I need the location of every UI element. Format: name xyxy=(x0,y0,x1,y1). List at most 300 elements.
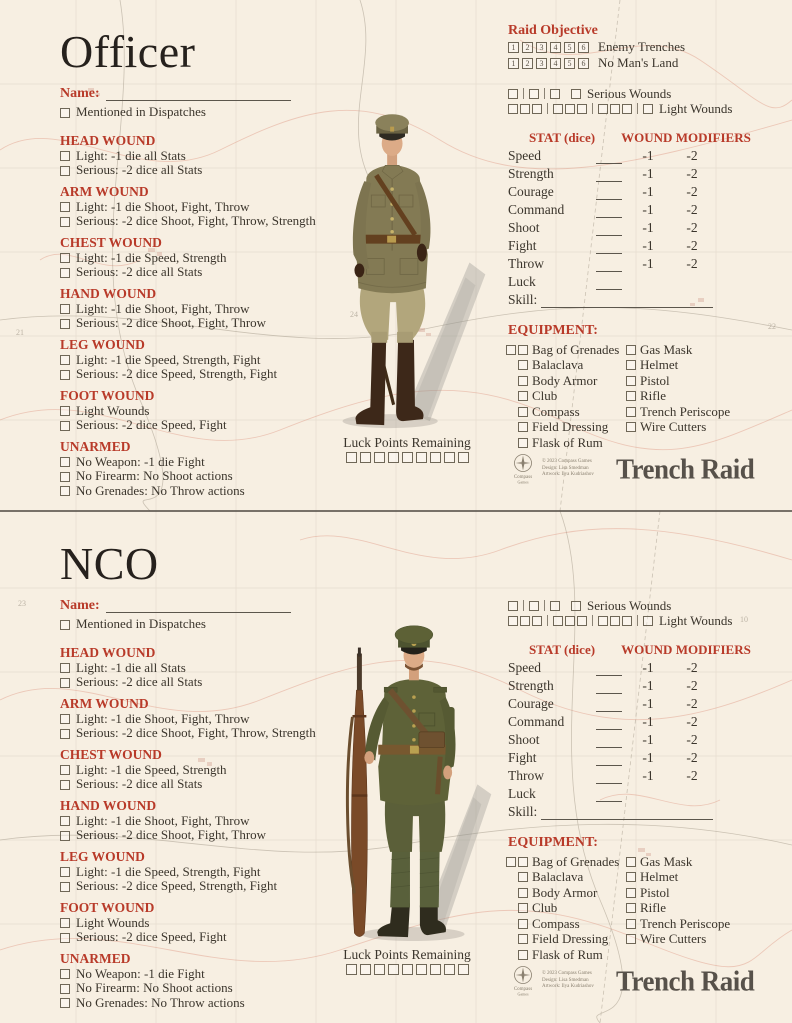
wound-option-checkbox[interactable] xyxy=(60,933,70,943)
wound-option-checkbox[interactable] xyxy=(60,406,70,416)
publisher-name-line2: Games xyxy=(517,479,529,485)
stat-header-label: STAT (dice) xyxy=(528,130,596,145)
equipment-columns xyxy=(508,342,764,451)
objective-die-box[interactable]: 5 xyxy=(564,58,575,69)
raid-objective-title: Raid Objective xyxy=(508,23,598,38)
credit-line: © 2023 Compass Games xyxy=(542,459,592,465)
luck-point-checkbox[interactable] xyxy=(374,964,385,975)
light-wounds-checkbox[interactable] xyxy=(565,104,575,114)
officer-card xyxy=(0,0,792,511)
light-wounds-checkbox[interactable] xyxy=(577,104,587,114)
wound-section xyxy=(60,900,332,945)
wound-modifier-value: -2 xyxy=(686,714,698,729)
objective-die-box[interactable]: 3 xyxy=(536,58,547,69)
name-row xyxy=(60,597,332,613)
luck-point-checkbox[interactable] xyxy=(402,452,413,463)
wound-option xyxy=(60,484,332,499)
track-group xyxy=(508,601,518,611)
wound-option-checkbox[interactable] xyxy=(60,816,70,826)
wound-option-checkbox[interactable] xyxy=(60,202,70,212)
skill-field[interactable] xyxy=(541,806,713,820)
wound-section-title: UNARMED xyxy=(60,950,131,966)
stat-row-command xyxy=(508,200,764,218)
stat-label: Courage xyxy=(508,184,554,199)
wound-option-checkbox[interactable] xyxy=(60,663,70,673)
track-group xyxy=(508,616,542,626)
stat-dice-field[interactable] xyxy=(596,662,622,676)
stat-row-courage xyxy=(508,694,764,712)
equipment-checkboxes xyxy=(502,872,528,882)
equipment-checkbox[interactable] xyxy=(518,872,528,882)
equipment-item xyxy=(616,932,764,948)
compass-games-logo xyxy=(508,964,538,998)
equipment-checkbox[interactable] xyxy=(626,857,636,867)
light-wounds-checkbox[interactable] xyxy=(553,616,563,626)
equipment-label: Compass xyxy=(532,403,580,419)
light-wounds-checkbox[interactable] xyxy=(622,616,632,626)
stat-dice-field[interactable] xyxy=(596,204,622,218)
wound-modifier-value: -1 xyxy=(642,714,654,729)
wound-option xyxy=(60,828,332,843)
stat-label: Command xyxy=(508,202,565,217)
wound-option-checkbox[interactable] xyxy=(60,729,70,739)
wound-option xyxy=(60,302,332,317)
equipment-checkbox[interactable] xyxy=(626,903,636,913)
wound-option-checkbox[interactable] xyxy=(60,319,70,329)
equipment-label: Compass xyxy=(532,915,580,931)
wound-option-checkbox[interactable] xyxy=(60,867,70,877)
luck-point-checkbox[interactable] xyxy=(402,964,413,975)
luck-point-checkbox[interactable] xyxy=(458,452,469,463)
objective-dice-boxes xyxy=(508,58,589,69)
wound-option-checkbox[interactable] xyxy=(60,998,70,1008)
equipment-label: Field Dressing xyxy=(532,931,609,947)
wound-option-label: Serious: -2 dice Speed, Fight xyxy=(76,417,227,433)
wound-modifier-value: -1 xyxy=(642,220,654,235)
map-grid-number: 21 xyxy=(16,328,24,337)
wound-option-checkbox[interactable] xyxy=(60,151,70,161)
wound-option-checkbox[interactable] xyxy=(60,780,70,790)
luck-points-boxes xyxy=(318,964,496,975)
stat-row-speed xyxy=(508,146,764,164)
stat-row-strength xyxy=(508,164,764,182)
map-grid-number: 22 xyxy=(768,322,776,331)
equipment-checkboxes xyxy=(502,919,528,929)
objective-die-box[interactable]: 6 xyxy=(578,42,589,53)
stat-row-speed xyxy=(508,658,764,676)
luck-point-checkbox[interactable] xyxy=(430,964,441,975)
serious-wounds-checkbox[interactable] xyxy=(550,89,560,99)
equipment-checkboxes xyxy=(502,391,528,401)
stat-row-fight xyxy=(508,748,764,766)
equipment-label: Club xyxy=(532,388,558,404)
stat-label: Shoot xyxy=(508,220,540,235)
luck-point-checkbox[interactable] xyxy=(388,964,399,975)
track-separator xyxy=(637,103,638,114)
equipment-checkbox[interactable] xyxy=(626,919,636,929)
equipment-checkbox[interactable] xyxy=(626,391,636,401)
mentioned-in-dispatches-checkbox[interactable] xyxy=(60,620,70,630)
light-wounds-checkbox[interactable] xyxy=(532,104,542,114)
wound-option-label: Serious: -2 dice Shoot, Fight, Throw xyxy=(76,827,267,843)
wound-option xyxy=(60,149,332,164)
wound-option xyxy=(60,316,332,331)
equipment-checkbox[interactable] xyxy=(518,438,528,448)
wound-section-title: CHEST WOUND xyxy=(60,234,162,250)
equipment-item xyxy=(508,373,616,389)
wound-modifier-value: -2 xyxy=(686,202,698,217)
wound-option-checkbox[interactable] xyxy=(60,882,70,892)
wound-modifier-value: -2 xyxy=(686,768,698,783)
wound-option-label: Light: -1 die Speed, Strength xyxy=(76,761,227,777)
objective-die-box[interactable]: 1 xyxy=(508,58,519,69)
stat-label: Strength xyxy=(508,166,554,181)
wound-option xyxy=(60,200,332,215)
serious-wounds-checkbox[interactable] xyxy=(508,89,518,99)
wound-option-label: Light Wounds xyxy=(76,402,150,418)
light-wounds-checkbox[interactable] xyxy=(553,104,563,114)
wound-option-checkbox[interactable] xyxy=(60,217,70,227)
equipment-item xyxy=(616,373,764,389)
objective-die-box[interactable]: 2 xyxy=(522,58,533,69)
wound-option-checkbox[interactable] xyxy=(60,984,70,994)
stat-label: Throw xyxy=(508,768,544,783)
equipment-checkbox[interactable] xyxy=(626,872,636,882)
equipment-checkboxes xyxy=(502,438,528,448)
equipment-checkboxes xyxy=(502,903,528,913)
wound-option-label: Serious: -2 dice all Stats xyxy=(76,776,203,792)
wound-option-checkbox[interactable] xyxy=(60,268,70,278)
equipment-checkbox[interactable] xyxy=(506,345,516,355)
objective-die-box[interactable]: 3 xyxy=(536,42,547,53)
wound-option xyxy=(60,214,332,229)
wound-option-label: Serious: -2 dice Speed, Fight xyxy=(76,929,227,945)
luck-points-boxes xyxy=(318,452,496,463)
stat-row-shoot xyxy=(508,218,764,236)
equipment-checkbox[interactable] xyxy=(518,919,528,929)
name-input-line[interactable] xyxy=(106,599,291,613)
luck-point-checkbox[interactable] xyxy=(360,964,371,975)
wound-option-checkbox[interactable] xyxy=(60,969,70,979)
equipment-checkbox[interactable] xyxy=(518,407,528,417)
equipment-column-left xyxy=(508,341,620,451)
name-input-line[interactable] xyxy=(106,87,291,101)
luck-point-checkbox[interactable] xyxy=(388,452,399,463)
luck-point-checkbox[interactable] xyxy=(430,452,441,463)
equipment-label: Gas Mask xyxy=(640,341,693,357)
equipment-checkbox[interactable] xyxy=(518,888,528,898)
wound-option xyxy=(60,265,332,280)
light-wounds-checkbox[interactable] xyxy=(610,104,620,114)
luck-point-checkbox[interactable] xyxy=(416,452,427,463)
light-wounds-checkbox[interactable] xyxy=(610,616,620,626)
stat-dice-field[interactable] xyxy=(596,698,622,712)
equipment-checkboxes xyxy=(610,360,636,370)
stat-dice-field[interactable] xyxy=(596,150,622,164)
skill-row xyxy=(508,802,764,820)
serious-wounds-checkbox[interactable] xyxy=(550,601,560,611)
wound-modifier-value: -2 xyxy=(686,238,698,253)
wound-option-label: Serious: -2 dice Shoot, Fight, Throw xyxy=(76,315,267,331)
track-extra xyxy=(571,601,581,611)
stat-dice-field[interactable] xyxy=(596,276,622,290)
equipment-checkbox[interactable] xyxy=(626,345,636,355)
mentioned-in-dispatches-checkbox[interactable] xyxy=(60,108,70,118)
objective-label: Enemy Trenches xyxy=(598,39,686,54)
equipment-label: Gas Mask xyxy=(640,853,693,869)
objective-die-box[interactable]: 4 xyxy=(550,58,561,69)
wound-section-title: ARM WOUND xyxy=(60,695,149,711)
wound-option-checkbox[interactable] xyxy=(60,370,70,380)
wound-tracker xyxy=(508,598,764,628)
wound-option-checkbox[interactable] xyxy=(60,831,70,841)
equipment-column-left xyxy=(508,853,620,963)
luck-point-checkbox[interactable] xyxy=(444,964,455,975)
mentioned-in-dispatches-label: Mentioned in Dispatches xyxy=(76,616,206,632)
luck-point-checkbox[interactable] xyxy=(346,452,357,463)
serious-wounds-checkbox[interactable] xyxy=(529,601,539,611)
equipment-checkboxes xyxy=(502,422,528,432)
wound-option-checkbox[interactable] xyxy=(60,678,70,688)
equipment-checkbox[interactable] xyxy=(518,391,528,401)
serious-wounds-checkbox[interactable] xyxy=(571,601,581,611)
wound-option-checkbox[interactable] xyxy=(60,765,70,775)
equipment-item xyxy=(508,901,616,917)
nco-left-column xyxy=(60,512,332,1010)
wound-option xyxy=(60,661,332,676)
luck-points-section xyxy=(318,947,496,975)
objective-die-box[interactable]: 6 xyxy=(578,58,589,69)
equipment-column-right xyxy=(616,342,764,451)
equipment-checkbox[interactable] xyxy=(626,360,636,370)
wound-modifier-value: -2 xyxy=(686,678,698,693)
wound-option-checkbox[interactable] xyxy=(60,355,70,365)
stat-dice-field[interactable] xyxy=(596,258,622,272)
objective-die-box[interactable]: 4 xyxy=(550,42,561,53)
luck-point-checkbox[interactable] xyxy=(374,452,385,463)
equipment-checkbox[interactable] xyxy=(518,422,528,432)
equipment-checkbox[interactable] xyxy=(518,345,528,355)
wound-section xyxy=(60,798,332,843)
wound-option-label: No Weapon: -1 die Fight xyxy=(76,965,205,981)
skill-field[interactable] xyxy=(541,294,713,308)
equipment-checkbox[interactable] xyxy=(626,376,636,386)
track-separator xyxy=(547,103,548,114)
equipment-item xyxy=(616,885,764,901)
game-logo: Trench Raid xyxy=(616,452,755,485)
stat-dice-field[interactable] xyxy=(596,222,622,236)
wound-option xyxy=(60,777,332,792)
stat-dice-field[interactable] xyxy=(596,186,622,200)
equipment-checkbox[interactable] xyxy=(626,888,636,898)
equipment-title: EQUIPMENT: xyxy=(508,323,598,338)
wound-option-label: No Weapon: -1 die Fight xyxy=(76,453,205,469)
equipment-label: Bag of Grenades xyxy=(532,853,620,869)
light-wounds-checkbox[interactable] xyxy=(598,104,608,114)
wound-section xyxy=(60,645,332,690)
light-wounds-checkbox[interactable] xyxy=(643,104,653,114)
wound-modifier-value: -2 xyxy=(686,166,698,181)
stat-label: Speed xyxy=(508,660,541,675)
card-footer xyxy=(508,964,764,998)
light-wounds-track xyxy=(508,101,764,116)
wound-option-label: Light: -1 die Shoot, Fight, Throw xyxy=(76,812,250,828)
stat-dice-field[interactable] xyxy=(596,716,622,730)
light-wounds-checkbox[interactable] xyxy=(532,616,542,626)
wound-option-label: Light: -1 die all Stats xyxy=(76,147,186,163)
track-group xyxy=(598,616,632,626)
wound-option-checkbox[interactable] xyxy=(60,486,70,496)
wound-tracker xyxy=(508,86,764,116)
equipment-checkbox[interactable] xyxy=(506,857,516,867)
equipment-checkbox[interactable] xyxy=(626,407,636,417)
stat-row-luck xyxy=(508,784,764,802)
stat-dice-field[interactable] xyxy=(596,752,622,766)
wound-option-label: Serious: -2 dice all Stats xyxy=(76,264,203,280)
objective-track xyxy=(508,55,764,71)
wound-option xyxy=(60,163,332,178)
wound-option-checkbox[interactable] xyxy=(60,472,70,482)
wound-section-title: HEAD WOUND xyxy=(60,132,156,148)
equipment-checkboxes xyxy=(610,376,636,386)
wound-option xyxy=(60,675,332,690)
light-wounds-checkbox[interactable] xyxy=(520,616,530,626)
light-wounds-checkbox[interactable] xyxy=(565,616,575,626)
wound-option-label: Serious: -2 dice Shoot, Fight, Throw, Strength xyxy=(76,213,316,229)
equipment-checkbox[interactable] xyxy=(626,422,636,432)
luck-point-checkbox[interactable] xyxy=(444,452,455,463)
equipment-checkboxes xyxy=(610,934,636,944)
stat-table-header xyxy=(508,642,764,658)
stat-dice-field[interactable] xyxy=(596,788,622,802)
luck-point-checkbox[interactable] xyxy=(360,452,371,463)
light-wounds-checkbox[interactable] xyxy=(622,104,632,114)
track-group xyxy=(550,89,560,99)
objective-track xyxy=(508,39,764,55)
stat-dice-field[interactable] xyxy=(596,770,622,784)
wound-option-checkbox[interactable] xyxy=(60,166,70,176)
equipment-item xyxy=(508,916,616,932)
equipment-item xyxy=(616,358,764,374)
wound-option-checkbox[interactable] xyxy=(60,421,70,431)
credits-block xyxy=(542,459,608,479)
equipment-checkboxes xyxy=(610,857,636,867)
serious-wounds-track xyxy=(508,86,764,101)
equipment-checkbox[interactable] xyxy=(518,376,528,386)
equipment-label: Club xyxy=(532,900,558,916)
stat-dice-field[interactable] xyxy=(596,680,622,694)
objective-label: No Man's Land xyxy=(598,55,679,70)
equipment-label: Pistol xyxy=(640,884,670,900)
credit-line: Design: Lisa Smedman xyxy=(542,465,589,471)
equipment-item xyxy=(508,853,620,870)
mentioned-in-dispatches-label: Mentioned in Dispatches xyxy=(76,104,206,120)
stat-dice-field[interactable] xyxy=(596,168,622,182)
stat-row-throw xyxy=(508,254,764,272)
stat-row-strength xyxy=(508,676,764,694)
track-extra xyxy=(643,616,653,626)
stat-dice-field[interactable] xyxy=(596,734,622,748)
wound-option-checkbox[interactable] xyxy=(60,714,70,724)
wound-modifier-value: -2 xyxy=(686,148,698,163)
name-label: Name: xyxy=(60,598,100,614)
equipment-checkboxes xyxy=(502,407,528,417)
luck-point-checkbox[interactable] xyxy=(346,964,357,975)
equipment-checkbox[interactable] xyxy=(518,857,528,867)
stat-row-fight xyxy=(508,236,764,254)
wound-option-checkbox[interactable] xyxy=(60,253,70,263)
equipment-checkbox[interactable] xyxy=(518,950,528,960)
track-group xyxy=(553,104,587,114)
track-extra xyxy=(571,89,581,99)
light-wounds-checkbox[interactable] xyxy=(520,104,530,114)
wound-option-checkbox[interactable] xyxy=(60,457,70,467)
officer-figure xyxy=(318,84,496,436)
light-wounds-checkbox[interactable] xyxy=(598,616,608,626)
equipment-label: Trench Periscope xyxy=(640,915,731,931)
luck-point-checkbox[interactable] xyxy=(458,964,469,975)
light-wounds-checkbox[interactable] xyxy=(508,104,518,114)
wound-option xyxy=(60,865,332,880)
equipment-label: Helmet xyxy=(640,869,679,885)
credit-line: Artwork: Ilya Kudriashov xyxy=(542,984,594,990)
wound-section-title: HAND WOUND xyxy=(60,285,157,301)
stat-rows xyxy=(508,146,764,308)
wound-option xyxy=(60,916,332,931)
objective-die-box[interactable]: 2 xyxy=(522,42,533,53)
wound-option xyxy=(60,981,332,996)
track-separator xyxy=(544,600,545,611)
light-wounds-checkbox[interactable] xyxy=(643,616,653,626)
credit-line: © 2023 Compass Games xyxy=(542,971,592,977)
wound-section xyxy=(60,337,332,382)
objective-die-box[interactable]: 5 xyxy=(564,42,575,53)
wound-modifier-value: -1 xyxy=(642,148,654,163)
equipment-checkbox[interactable] xyxy=(518,934,528,944)
stat-dice-field[interactable] xyxy=(596,240,622,254)
equipment-label: Helmet xyxy=(640,357,679,373)
equipment-item xyxy=(508,420,616,436)
wound-option-label: Serious: -2 dice Speed, Strength, Fight xyxy=(76,878,278,894)
luck-points-label: Luck Points Remaining xyxy=(343,947,471,962)
track-separator xyxy=(592,615,593,626)
serious-wounds-checkbox[interactable] xyxy=(508,601,518,611)
light-wounds-checkbox[interactable] xyxy=(508,616,518,626)
stat-row-throw xyxy=(508,766,764,784)
wound-sections xyxy=(60,645,332,1011)
equipment-label: Field Dressing xyxy=(532,419,609,435)
wound-section-title: FOOT WOUND xyxy=(60,899,155,915)
light-wounds-checkbox[interactable] xyxy=(577,616,587,626)
wound-option-checkbox[interactable] xyxy=(60,918,70,928)
serious-wounds-checkbox[interactable] xyxy=(571,89,581,99)
wound-section xyxy=(60,235,332,280)
equipment-checkbox[interactable] xyxy=(518,360,528,370)
equipment-item xyxy=(508,435,616,451)
objective-die-box[interactable]: 1 xyxy=(508,42,519,53)
wound-option xyxy=(60,712,332,727)
equipment-checkbox[interactable] xyxy=(626,934,636,944)
wound-option-label: No Grenades: No Throw actions xyxy=(76,994,245,1010)
credit-line: Artwork: Ilya Kudriashov xyxy=(542,472,594,478)
map-grid-number: 10 xyxy=(740,615,748,624)
luck-point-checkbox[interactable] xyxy=(416,964,427,975)
stat-table-header xyxy=(508,130,764,146)
equipment-checkbox[interactable] xyxy=(518,903,528,913)
equipment-label: Wire Cutters xyxy=(640,419,707,435)
serious-wounds-checkbox[interactable] xyxy=(529,89,539,99)
wound-option-checkbox[interactable] xyxy=(60,304,70,314)
